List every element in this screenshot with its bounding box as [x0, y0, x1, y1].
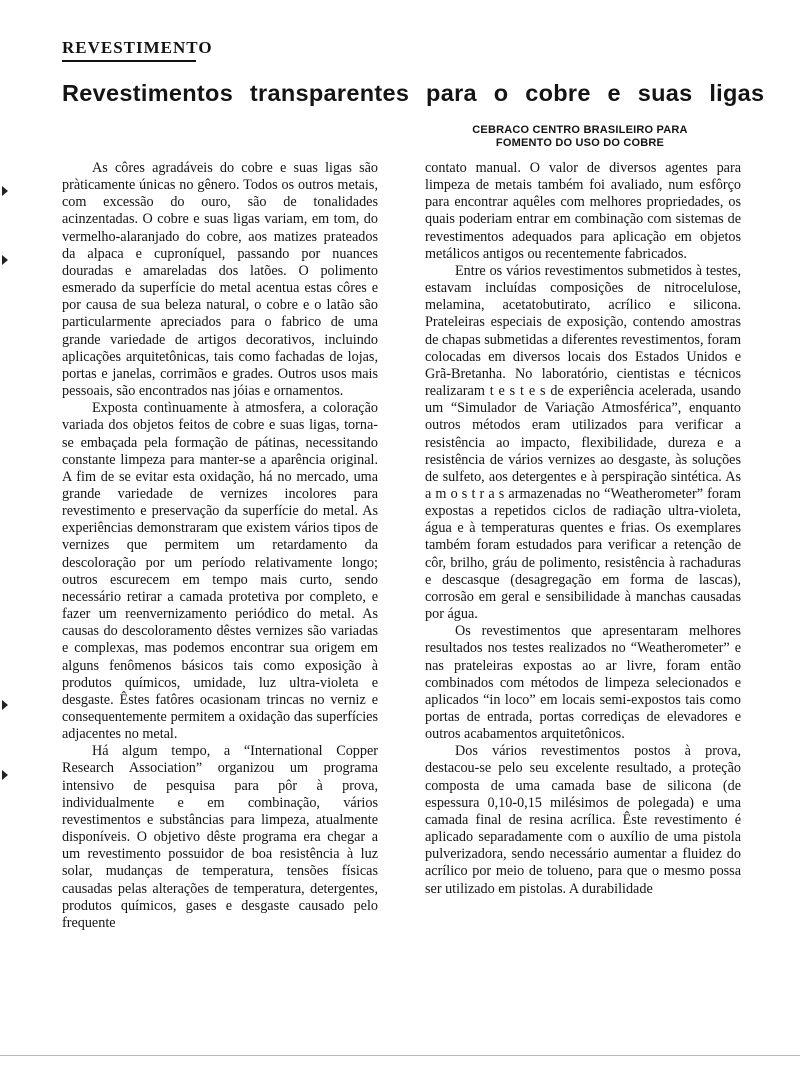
left-column [62, 160, 378, 932]
margin-marker [2, 700, 8, 710]
paragraph: contato manual. O valor de diversos agentes para limpeza de metais também foi avaliado, num esfôrço para encontrar aquêles com melhores propriedades, os quais poderiam entrar em combinação com sistemas de revestimentos adequados para aplicação em objetos metálicos antigos ou recentemente fabricados. [425, 160, 741, 262]
paragraph: Há algum tempo, a “International Copper Research Association” organizou um programa intensivo de pesquisa para pôr à prova, individualmente e em combinação, vários revestimentos e substâncias para limpeza, atualmente disponíveis. O objetivo dêste programa era chegar a um revestimento possuidor de boa resistência à luz solar, mudanças de temperatura, tensões físicas causadas pelas alterações de temperatura, detergentes, produtos químicos, gases e desgaste causado pelo frequente [62, 743, 378, 931]
paragraph: Dos vários revestimentos postos à prova, destacou-se pelo seu excelente resultado, a proteção composta de uma camada base de silicona (de espessura 0,10-0,15 milésimos de polegada) e uma camada final de resina acrílica. Êste revestimento é aplicado separadamente com o auxílio de uma pistola pulverizadora, sendo necessário aumentar a fluidez do acrílico por meio de tolueno, para que o mesmo possa ser utilizado em pistolas. A durabilidade [425, 743, 741, 897]
article-title: Revestimentos transparentes para o cobre e suas ligas [62, 80, 765, 106]
byline-line-2: FOMENTO DO USO DO COBRE [495, 137, 665, 149]
paragraph: Exposta contìnuamente à atmosfera, a coloração variada dos objetos feitos de cobre e suas ligas, torna-se embaçada pela formação de pátinas, necessitando constante limpeza para manter-se a aparência original. A fim de se evitar esta oxidação, há no mercado, uma grande variedade de vernizes incolores para revestimento e preservação da superfície do metal. As experiências demonstraram que existem vários tipos de vernizes que permitem um retardamento da descoloração por um período relativamente longo; outros escurecem em tempo mais curto, sendo necessário retirar a camada protetiva por completo, e fazer um reenvernizamento periódico do metal. As causas do descoloramento dêstes vernizes são variadas e complexas, mas podemos encontrar sua origem em alguns fenômenos básicos tais como exposição à produtos químicos, umidade, luz ultra-violeta e desgaste. Êstes fatôres ocasionam trincas no verniz e consequentemente permitem a oxidação das superfícies adjacentes no metal. [62, 400, 378, 743]
margin-marker [2, 770, 8, 780]
paragraph: Os revestimentos que apresentaram melhores resultados nos testes realizados no “Weatherometer” e nas prateleiras expostas ao ar livre, foram então combinados com métodos de limpeza selecionados e aplicados “in loco” em locais semi-expostos tais como portas de entrada, portas corrediças de elevadores e outros acabamentos arquitetônicos. [425, 623, 741, 743]
section-label: REVESTIMENTO [62, 38, 213, 57]
margin-marker [2, 255, 8, 265]
right-column [425, 160, 741, 898]
paragraph: Entre os vários revestimentos submetidos à testes, estavam incluídas composições de nitrocelulose, melamina, acetatobutirato, acrílico e silicona. Prateleiras especiais de exposição, contendo amostras de chapas submetidas a diferentes revestimentos, foram colocadas em diversos locais dos Estados Unidos e Grã-Bretanha. No laboratório, cientistas e técnicos realizaram t e s t e s de experiência acelerada, usando um “Simulador de Variação Atmosférica”, enquanto outros métodos eram utilizados para verificar a resistência ao impacto, flexibilidade, dureza e a resistência de vários vernizes ao desgaste, às soluções de sulfeto, aos detergentes e à perspiração sintética. As a m o s t r a s armazenadas no “Weatherometer” foram expostas a repetidos ciclos de radiação ultra-violeta, água e à temperaturas quentes e frias. Os exemplares também foram estudados para verificar a retenção de côr, brilho, gráu de polimento, resistência à rachaduras e descasque (desagregação em forma de lascas), corrosão em geral e sensibilidade à manchas causadas por água. [425, 262, 741, 623]
paragraph: As côres agradáveis do cobre e suas ligas são pràticamente únicas no gênero. Todos os outros metais, com excessão do ouro, são de tonalidades acinzentadas. O cobre e suas ligas variam, em tom, do vermelho-alaranjado do cobre, aos matizes prateados da alpaca e cuproníquel, passando por nuances douradas e amareladas dos latões. O polimento esmerado da superfície do metal acentua estas côres e por causa de sua beleza natural, o cobre e o latão são particularmente apreciados para o fabrico de uma grande variedade de artigos decorativos, incluindo aplicações arquitetônicas, tais como fachadas de lojas, portas e janelas, corrimãos e grades. Outros usos mais pessoais, são encontrados nas jóias e ornamentos. [62, 160, 378, 400]
margin-marker [2, 186, 8, 196]
page-edge [0, 1055, 800, 1056]
byline-line-1: CEBRACO CENTRO BRASILEIRO PARA [472, 124, 688, 136]
byline [420, 124, 740, 150]
section-rule [62, 60, 196, 62]
